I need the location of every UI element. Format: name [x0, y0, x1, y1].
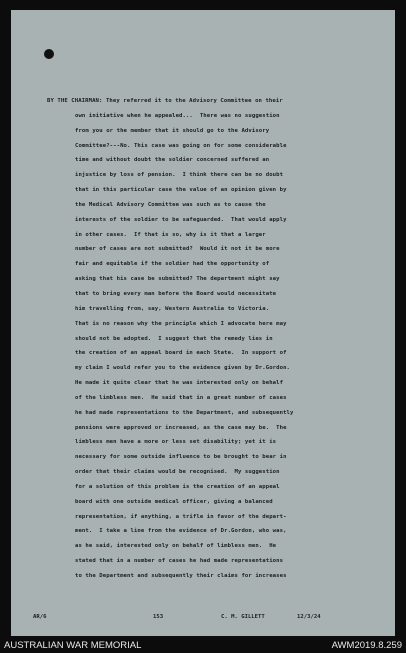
document-page — [11, 10, 395, 636]
transcript-line: board with one outside medical officer, giving a balanced — [75, 498, 273, 505]
transcript-line: the creation of an appeal board in each State. In support of — [75, 350, 287, 357]
transcript-line: he had made representations to the Department, and subsequently — [75, 409, 294, 416]
transcript-line: in other cases. If that is so, why is it that a larger — [75, 231, 266, 238]
transcript-line: time and without doubt the soldier concerned suffered an — [75, 157, 270, 164]
transcript-line: ment. I take a line from the evidence of Dr.Gordon, who was, — [75, 528, 287, 535]
transcript-line: That is no reason why the principle which I advocate here may — [75, 320, 287, 327]
transcript-line: representation, if anything, a trifle in favor of the depart- — [75, 513, 287, 520]
reporter-name: C. M. GILLETT — [221, 614, 265, 620]
transcript-line: asking that his case be submitted? The department might say — [75, 276, 280, 283]
transcript-line: Committee?---No. This case was going on for some considerable — [75, 142, 287, 149]
footer-date: 12/3/24 — [297, 614, 321, 620]
page-number: 153 — [153, 614, 164, 620]
transcript-line: should not be adopted. I suggest that the remedy lies in — [75, 335, 273, 342]
transcript-line: pensions were approved or increased, as the case may be. The — [75, 424, 287, 431]
transcript-line: own initiative when he appealed... There was no suggestion — [75, 112, 280, 119]
credit-accession-number: AWM2019.8.259 — [331, 640, 402, 651]
transcript-line: number of cases are not submitted? Would it not it be more — [75, 246, 280, 253]
transcript-line: for a solution of this problem is the creation of an appeal — [75, 483, 280, 490]
transcript-line: the Medical Advisory Committee was such as to cause the — [75, 201, 266, 208]
transcript-line: my claim I would refer you to the evidence given by Dr.Gordon. — [75, 365, 290, 372]
credit-bar — [0, 638, 406, 653]
transcript-line: necessary for some outside influence to be brought to bear in — [75, 454, 287, 461]
transcript-line: BY THE CHAIRMAN: They referred it to the Advisory Committee on their — [47, 98, 283, 104]
transcript-line: of the limbless men. He said that in a great number of cases — [75, 394, 287, 401]
page-footer — [11, 614, 395, 626]
transcript-line: injustice by loss of pension. I think there can be no doubt — [75, 172, 284, 179]
transcript-line: as he said, interested only on behalf of limbless men. He — [75, 543, 277, 550]
transcript-line: fair and equitable if the soldier had the opportunity of — [75, 261, 270, 268]
transcript-line: that to bring every man before the Board would necessitate — [75, 290, 277, 297]
typed-transcript — [47, 94, 392, 584]
punch-hole — [44, 49, 54, 59]
transcript-line: that in this particular case the value of an opinion given by — [75, 187, 287, 194]
transcript-line: interests of the soldier to be safeguarded. That would apply — [75, 216, 287, 223]
transcript-line: He made it quite clear that he was interested only on behalf — [75, 380, 284, 387]
credit-institution: AUSTRALIAN WAR MEMORIAL — [4, 640, 142, 651]
transcript-line: stated that in a number of cases he had made representations — [75, 558, 284, 565]
transcript-line: him travelling from, say, Western Australia to Victoria. — [75, 305, 270, 312]
transcript-line: to the Department and subsequently their claims for increases — [75, 573, 287, 579]
transcript-line: from you or the member that it should go to the Advisory — [75, 127, 270, 134]
transcript-line: limbless men have a more or less set disability; yet it is — [75, 439, 277, 446]
footer-reference: AR/6 — [33, 614, 47, 620]
transcript-line: order that their claims would be recognised. My suggestion — [75, 469, 280, 476]
